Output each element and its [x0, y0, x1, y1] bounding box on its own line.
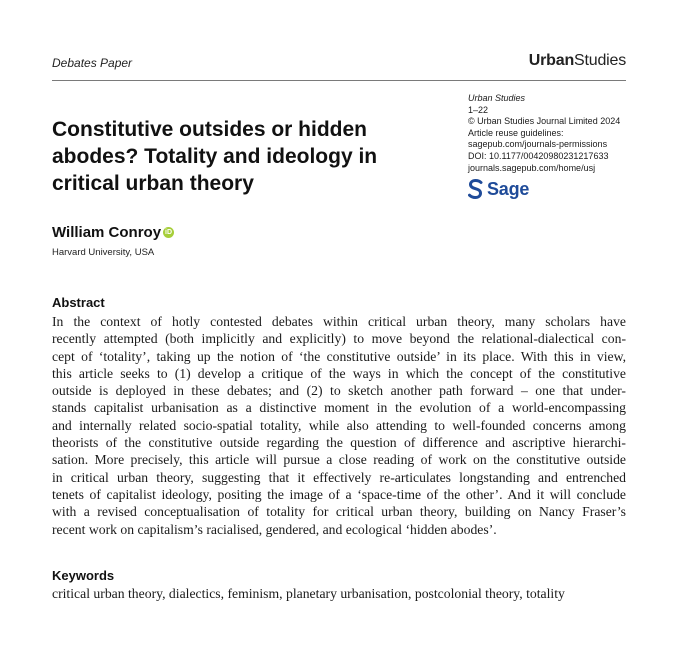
meta-journal-link[interactable]: journals.sagepub.com/home/usj: [468, 162, 596, 173]
meta-journal-name: Urban Studies: [468, 93, 526, 103]
author-name-text: William Conroy: [52, 224, 162, 241]
abstract-line: this article seeks to (1) develop a critique of the ways in which the concept of the constitutive: [52, 365, 626, 381]
abstract-line: cept of ‘totality’, taking up the notion of ‘the constitutive outside’ in its place. With this in view,: [52, 348, 626, 364]
abstract-line: In the context of hotly contested debates within critical urban theory, many scholars have: [52, 314, 626, 329]
article-metadata: [468, 93, 668, 174]
abstract-line: theorists of the constitutive outside regarding the question of difference and ascriptive hierarchi-: [52, 435, 626, 451]
sage-logo-text: Sage: [487, 178, 530, 199]
author-affiliation: Harvard University, USA: [52, 247, 155, 258]
abstract-line: stands capitalist urbanisation as a distinctive moment in the evolution of a world-encompassing: [52, 400, 626, 416]
meta-doi[interactable]: DOI: 10.1177/00420980231217633: [468, 150, 609, 161]
paper-type-label: Debates Paper: [52, 56, 133, 70]
abstract-line: and internally related socio-spatial totality, while also attending to well-founded concerns among: [52, 417, 626, 433]
abstract-line: outside is deployed in these debates; and (2) to sketch another path forward – one that under-: [52, 383, 626, 399]
article-title-line: abodes? Totality and ideology in: [52, 145, 378, 168]
paper-header: [52, 54, 626, 78]
abstract-body: [52, 313, 626, 538]
abstract-line: recently attempted (both implicitly and explicitly) to move beyond the relational-dialectical con-: [52, 331, 626, 347]
meta-reuse-label: Article reuse guidelines:: [468, 127, 564, 138]
article-title: [52, 116, 422, 197]
article-title-line: critical urban theory: [52, 172, 254, 195]
journal-brand-bold: Urban: [528, 52, 575, 69]
orcid-icon[interactable]: iD: [165, 229, 173, 236]
abstract-line: recent work on capitalism’s racialised, gendered, and ecological ‘hidden abodes’.: [52, 521, 497, 537]
sage-logo-icon: [468, 179, 483, 199]
meta-reuse-link[interactable]: sagepub.com/journals-permissions: [468, 139, 608, 150]
author-name: [52, 224, 174, 241]
abstract-heading: Abstract: [52, 295, 105, 310]
article-title-line: Constitutive outsides or hidden: [52, 118, 368, 141]
keywords-heading: Keywords: [52, 568, 115, 583]
abstract-line: sation. More precisely, this article will pursue a close reading of work on the constitutive outside: [52, 452, 626, 468]
journal-brand-regular: Studies: [574, 52, 626, 69]
header-divider: [52, 80, 626, 81]
meta-copyright: © Urban Studies Journal Limited 2024: [468, 116, 621, 127]
sage-logo: [468, 178, 529, 200]
abstract-line: in critical urban theory, suggesting that it effectively re-articulates longstanding and entrenched: [52, 469, 626, 485]
keywords-list: critical urban theory, dialectics, feminism, planetary urbanisation, postcolonial theory, totality: [52, 586, 565, 601]
abstract-line: with a revised conceptualisation of totality for critical urban theory, building on Nancy Fraser’s: [52, 504, 626, 520]
abstract-line: tenets of capitalist ideology, positing the image of a ‘space-time of the other’. And it will conclude: [52, 486, 626, 502]
journal-brand: [529, 52, 626, 70]
meta-pages: 1–22: [468, 104, 489, 115]
